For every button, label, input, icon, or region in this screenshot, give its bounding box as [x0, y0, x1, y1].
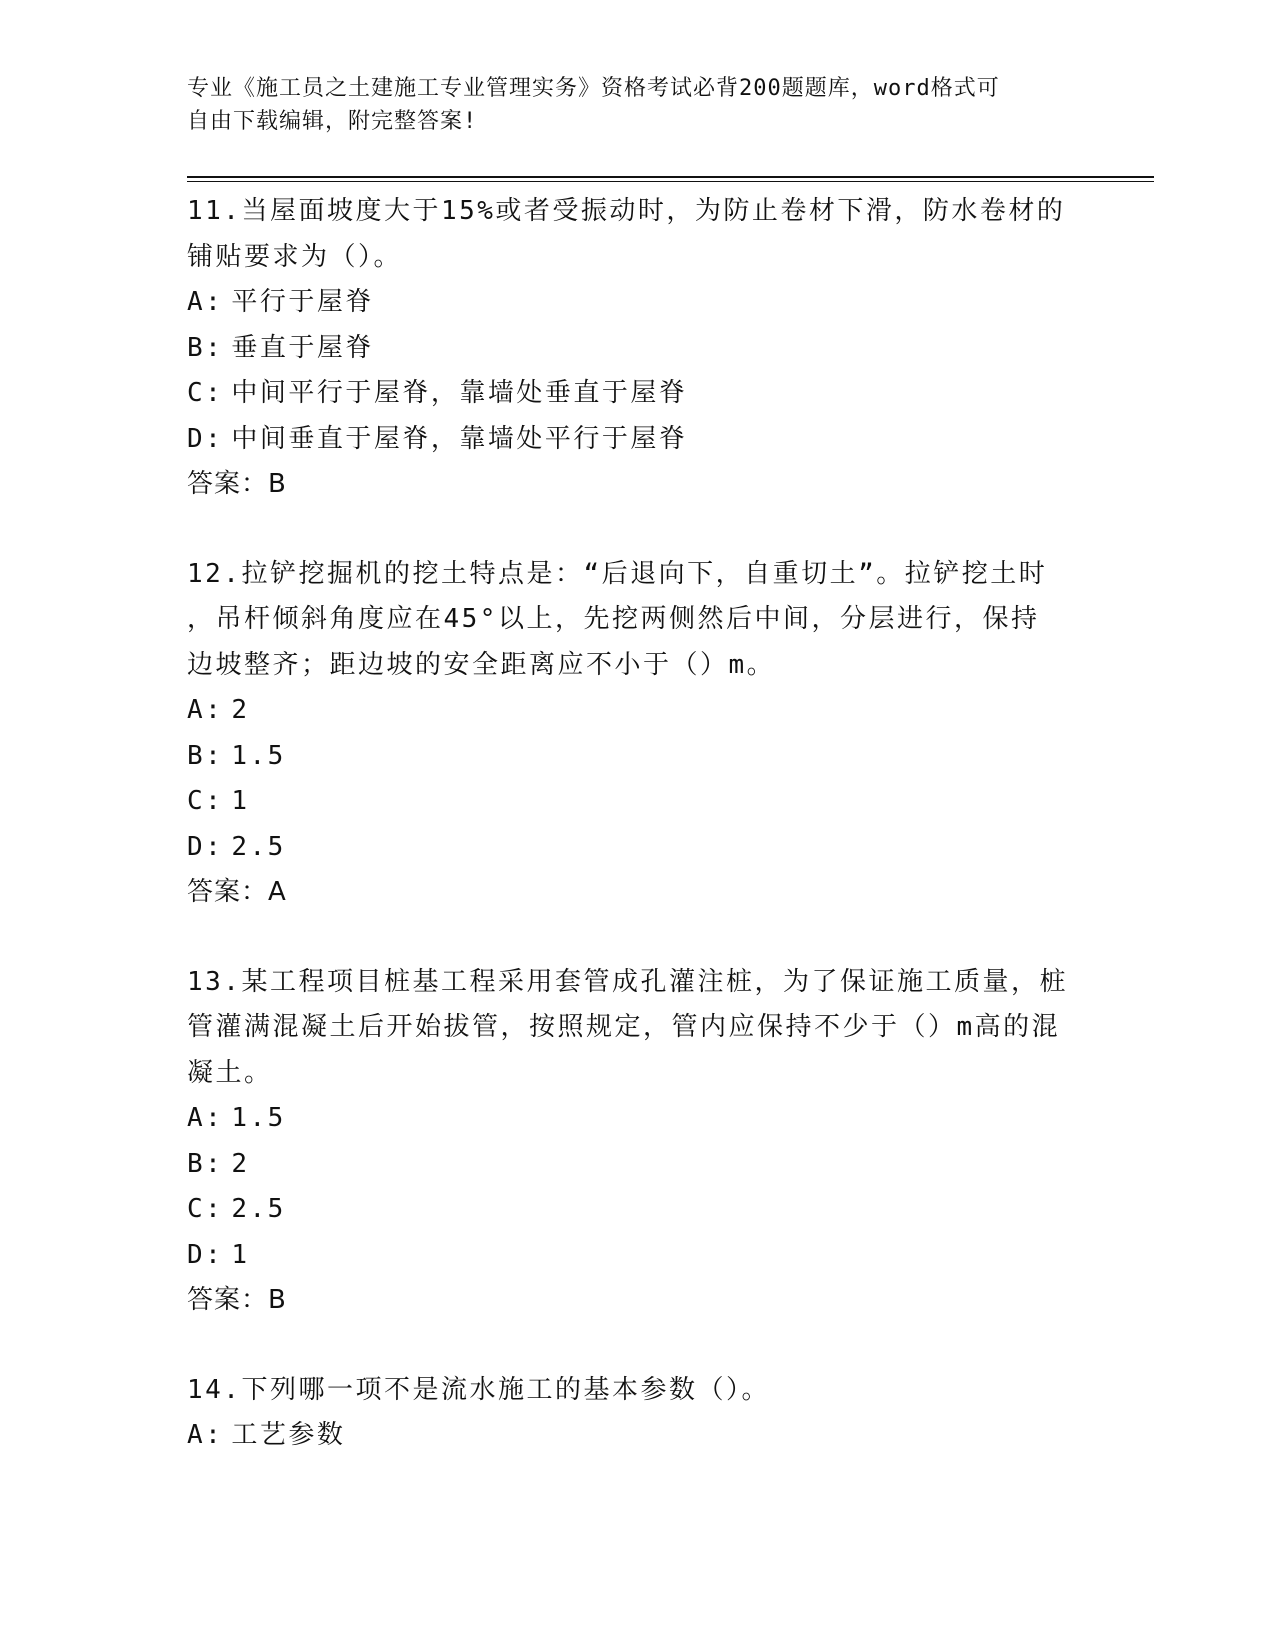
option-label: D: [187, 831, 224, 862]
question-text: ，吊杆倾斜角度应在45°以上，先挖两侧然后中间，分层进行，保持 [187, 604, 1040, 634]
question-text: 凝土。 [187, 1057, 273, 1088]
option-text: 1.5 [231, 1103, 286, 1133]
option-text: 2 [231, 695, 250, 725]
question-text: 14.下列哪一项不是流水施工的基本参数（）。 [187, 1374, 770, 1405]
question-14 [187, 1368, 1087, 1459]
option-text: 2 [231, 1148, 250, 1179]
answer-line: 答案：A [187, 877, 287, 907]
option-label: D: [187, 423, 224, 454]
question-text: 铺贴要求为（）。 [187, 241, 403, 272]
question-text: 管灌满混凝土后开始拔管，按照规定，管内应保持不少于（）m高的混 [187, 1012, 1061, 1042]
option-d [187, 417, 1087, 463]
option-label: A: [187, 1420, 224, 1450]
option-label: C: [187, 1194, 224, 1224]
option-label: D: [187, 1239, 224, 1270]
question-text: 13.某工程项目桩基工程采用套管成孔灌注桩，为了保证施工质量，桩 [187, 966, 1068, 997]
question-text: 边坡整齐；距边坡的安全距离应不小于（）m。 [187, 649, 776, 680]
header-divider [187, 176, 1154, 182]
question-12 [187, 552, 1087, 916]
option-d [187, 1233, 1087, 1279]
option-d [187, 825, 1087, 871]
question-list [187, 189, 1087, 1459]
option-text: 1 [231, 1239, 250, 1270]
answer-line: 答案：B [187, 1285, 287, 1315]
option-text: 中间平行于屋脊，靠墙处垂直于屋脊 [231, 378, 688, 408]
option-a [187, 688, 1087, 734]
option-text: 1 [231, 786, 250, 816]
page-header [187, 72, 1087, 138]
option-text: 1.5 [231, 740, 286, 771]
question-text: 11.当屋面坡度大于15%或者受振动时，为防止卷材下滑，防水卷材的 [187, 196, 1066, 226]
option-text: 2.5 [231, 831, 286, 862]
option-text: 工艺参数 [231, 1420, 346, 1450]
option-text: 2.5 [231, 1194, 286, 1224]
question-11 [187, 189, 1087, 508]
answer-line: 答案：B [187, 469, 287, 499]
option-text: 中间垂直于屋脊，靠墙处平行于屋脊 [231, 423, 688, 454]
option-label: A: [187, 287, 224, 317]
option-c [187, 1187, 1087, 1233]
option-label: C: [187, 378, 224, 408]
question-text: 12.拉铲挖掘机的挖土特点是：“后退向下，自重切土”。拉铲挖土时 [187, 558, 1048, 589]
option-a [187, 1413, 1087, 1459]
header-line: 自由下载编辑，附完整答案! [187, 109, 478, 134]
option-label: B: [187, 740, 224, 771]
option-b [187, 734, 1087, 780]
option-label: B: [187, 332, 224, 363]
question-13 [187, 960, 1087, 1324]
option-text: 垂直于屋脊 [231, 332, 374, 363]
option-label: B: [187, 1148, 224, 1179]
option-label: A: [187, 695, 224, 725]
option-b [187, 326, 1087, 372]
option-c [187, 779, 1087, 825]
option-label: A: [187, 1103, 224, 1133]
option-a [187, 280, 1087, 326]
header-line: 专业《施工员之土建施工专业管理实务》资格考试必背200题题库，word格式可 [187, 76, 1000, 101]
option-label: C: [187, 786, 224, 816]
option-a [187, 1096, 1087, 1142]
option-b [187, 1142, 1087, 1188]
option-c [187, 371, 1087, 417]
option-text: 平行于屋脊 [231, 287, 374, 317]
